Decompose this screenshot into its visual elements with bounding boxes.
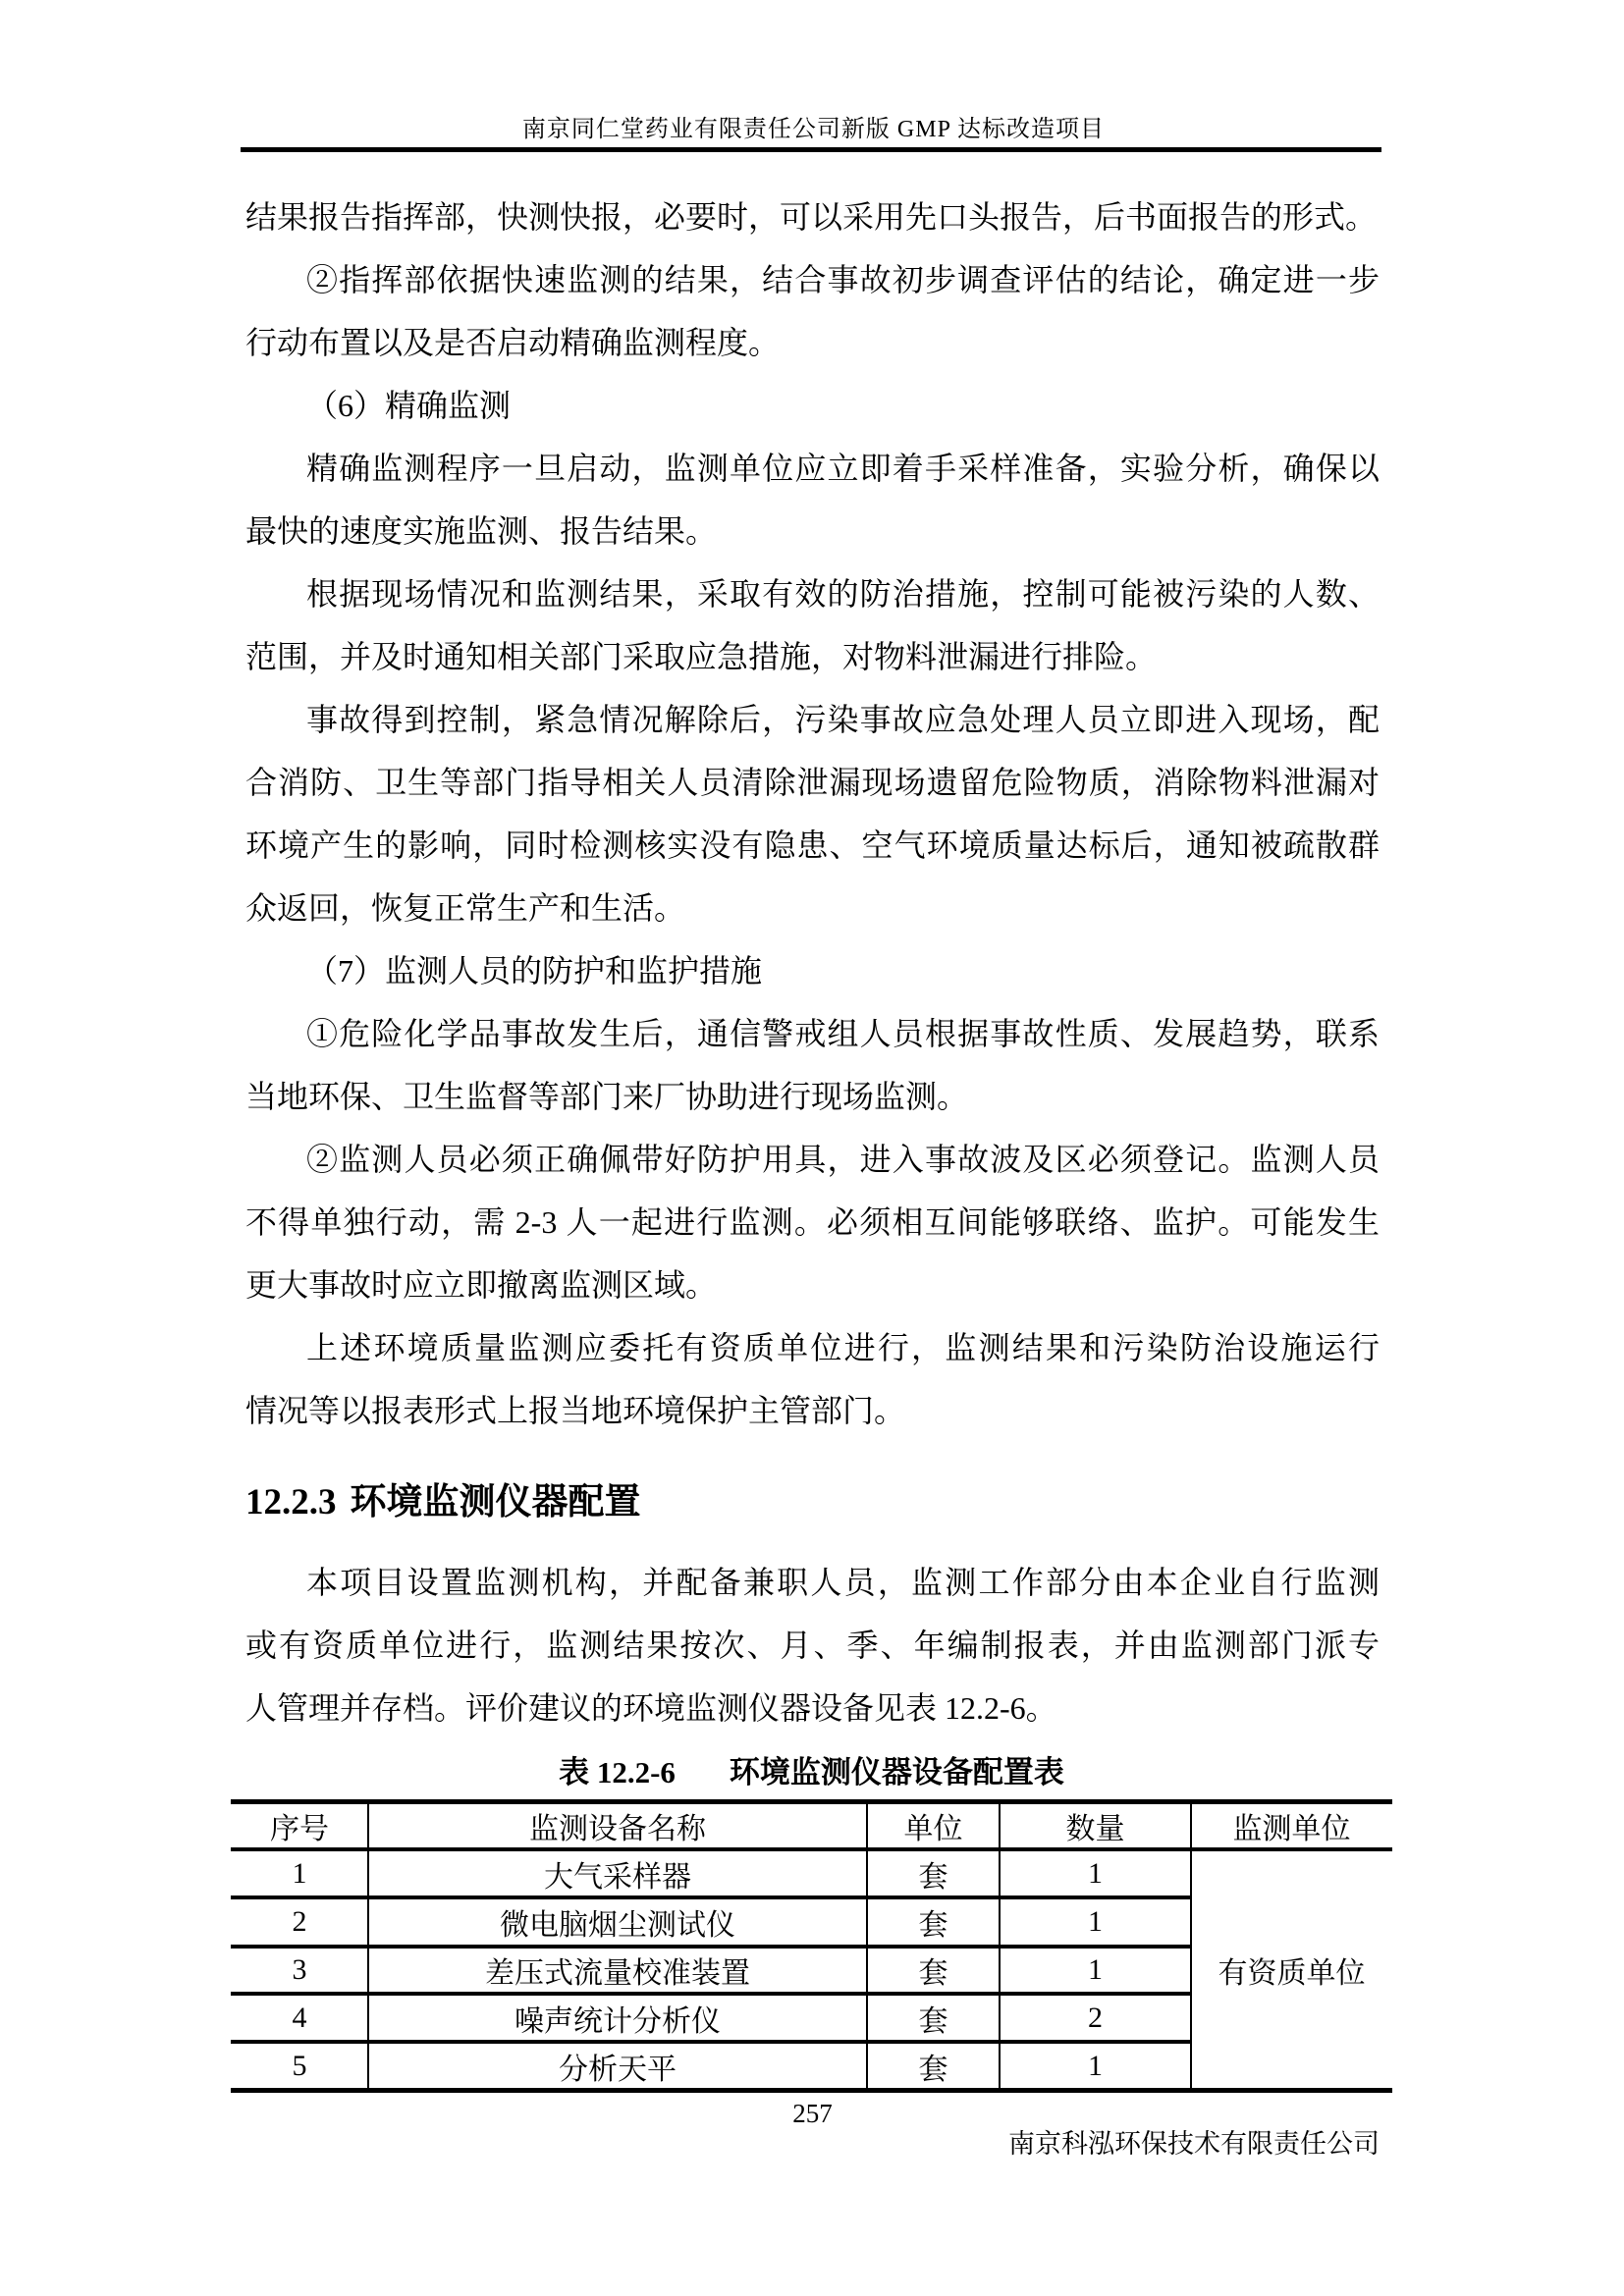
body-line: ②监测人员必须正确佩带好防护用具，进入事故波及区必须登记。监测人员 bbox=[306, 1142, 1380, 1177]
table-header-cell: 单位 bbox=[903, 1813, 963, 1845]
table-cell: 微电脑烟尘测试仪 bbox=[500, 1909, 735, 1942]
body-line: 众返回，恢复正常生产和生活。 bbox=[245, 890, 686, 926]
table-caption-title: 环境监测仪器设备配置表 bbox=[729, 1755, 1064, 1789]
table-row-separator bbox=[231, 1896, 1192, 1899]
page-number: 257 bbox=[792, 2099, 833, 2128]
table-caption bbox=[231, 1748, 1392, 1797]
body-line: 不得单独行动，需 2-3 人一起进行监测。必须相互间能够联络、监护。可能发生 bbox=[245, 1204, 1380, 1240]
table-cell: 套 bbox=[918, 1957, 948, 1990]
table-cell: 分析天平 bbox=[559, 2053, 677, 2086]
table-row-separator bbox=[231, 1945, 1192, 1949]
table-cell: 3 bbox=[292, 1953, 307, 1986]
table-cell: 1 bbox=[1088, 1856, 1103, 1890]
table-column-separator bbox=[866, 1799, 868, 2093]
table-cell: 噪声统计分析仪 bbox=[514, 2004, 721, 2038]
section-title: 环境监测仪器配置 bbox=[350, 1482, 641, 1522]
footer-company: 南京科泓环保技术有限责任公司 bbox=[1008, 2129, 1380, 2159]
table-header-cell: 数量 bbox=[1065, 1813, 1125, 1845]
body-line: 合消防、卫生等部门指导相关人员清除泄漏现场遗留危险物质，消除物料泄漏对 bbox=[245, 765, 1380, 800]
table-caption-label: 表 12.2-6 bbox=[559, 1755, 676, 1789]
table-border-top bbox=[231, 1799, 1392, 1804]
body-line: 最快的速度实施监测、报告结果。 bbox=[245, 513, 718, 549]
body-line: 环境产生的影响，同时检测核实没有隐患、空气环境质量达标后，通知被疏散群 bbox=[245, 828, 1380, 863]
table-header-separator bbox=[231, 1847, 1392, 1851]
header-rule bbox=[241, 147, 1381, 152]
table-cell: 1 bbox=[292, 1856, 307, 1890]
table-cell: 4 bbox=[292, 2001, 307, 2034]
table-cell: 套 bbox=[918, 1860, 948, 1894]
body-line: 事故得到控制，紧急情况解除后，污染事故应急处理人员立即进入现场，配 bbox=[306, 702, 1380, 737]
equipment-table bbox=[231, 1799, 1392, 2093]
body-line: ②指挥部依据快速监测的结果，结合事故初步调查评估的结论，确定进一步 bbox=[306, 262, 1380, 297]
body-line: 行动布置以及是否启动精确监测程度。 bbox=[245, 325, 781, 360]
body-line: （6）精确监测 bbox=[306, 388, 512, 423]
section-heading bbox=[245, 1471, 641, 1534]
table-row-separator bbox=[231, 1992, 1192, 1996]
table-column-separator bbox=[999, 1799, 1001, 2093]
table-cell: 2 bbox=[292, 1905, 307, 1938]
body-line: 当地环保、卫生监督等部门来厂协助进行现场监测。 bbox=[245, 1079, 969, 1114]
body-line: 上述环境质量监测应委托有资质单位进行，监测结果和污染防治设施运行 bbox=[306, 1330, 1380, 1365]
table-column-separator bbox=[1190, 1799, 1192, 2093]
section-paragraph bbox=[245, 1551, 1380, 1739]
section-number: 12.2.3 bbox=[245, 1482, 337, 1522]
table-header-cell: 监测单位 bbox=[1232, 1813, 1351, 1845]
table-row-separator bbox=[231, 2040, 1192, 2044]
body-text bbox=[245, 186, 1380, 1442]
table-cell: 差压式流量校准装置 bbox=[485, 1957, 750, 1990]
table-cell: 1 bbox=[1088, 2049, 1103, 2082]
table-border-bottom bbox=[231, 2088, 1392, 2093]
table-cell: 1 bbox=[1088, 1905, 1103, 1938]
body-line: （7）监测人员的防护和监护措施 bbox=[306, 953, 763, 988]
table-header-cell: 序号 bbox=[270, 1813, 329, 1845]
page-header-title: 南京同仁堂药业有限责任公司新版 GMP 达标改造项目 bbox=[521, 117, 1106, 142]
table-cell: 大气采样器 bbox=[544, 1860, 691, 1894]
table-column-separator bbox=[367, 1799, 369, 2093]
body-line: 结果报告指挥部，快测快报，必要时，可以采用先口头报告，后书面报告的形式。 bbox=[245, 199, 1378, 235]
paragraph-line: 本项目设置监测机构，并配备兼职人员，监测工作部分由本企业自行监测 bbox=[306, 1565, 1380, 1600]
body-line: 精确监测程序一旦启动，监测单位应立即着手采样准备，实验分析，确保以 bbox=[306, 451, 1380, 486]
table-cell: 1 bbox=[1088, 1953, 1103, 1986]
body-line: 范围，并及时通知相关部门采取应急措施，对物料泄漏进行排险。 bbox=[245, 639, 1158, 674]
table-cell: 5 bbox=[292, 2049, 307, 2082]
paragraph-line: 或有资质单位进行，监测结果按次、月、季、年编制报表，并由监测部门派专 bbox=[245, 1628, 1380, 1663]
table-cell: 套 bbox=[918, 1909, 948, 1942]
body-line: 更大事故时应立即撤离监测区域。 bbox=[245, 1267, 718, 1303]
table-cell: 套 bbox=[918, 2004, 948, 2038]
table-cell: 套 bbox=[918, 2053, 948, 2086]
table-merged-cell: 有资质单位 bbox=[1218, 1956, 1366, 1990]
paragraph-line: 人管理并存档。评价建议的环境监测仪器设备见表 12.2-6。 bbox=[245, 1690, 1057, 1726]
body-line: 根据现场情况和监测结果，采取有效的防治措施，控制可能被污染的人数、 bbox=[306, 576, 1380, 612]
body-line: ①危险化学品事故发生后，通信警戒组人员根据事故性质、发展趋势，联系 bbox=[306, 1016, 1380, 1051]
table-header-cell: 监测设备名称 bbox=[529, 1813, 706, 1845]
table-cell: 2 bbox=[1088, 2001, 1103, 2034]
body-line: 情况等以报表形式上报当地环境保护主管部门。 bbox=[245, 1393, 906, 1428]
